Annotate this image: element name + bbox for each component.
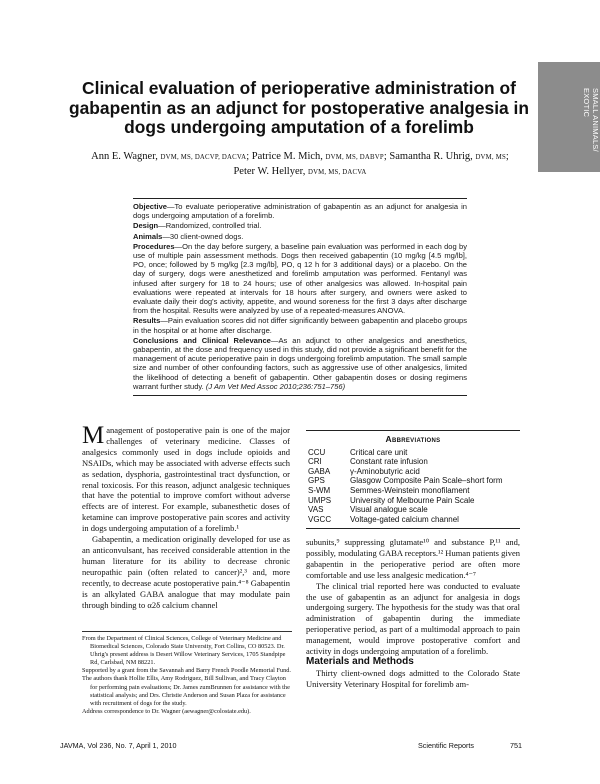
author-name: ; Peter W. Hellyer,: [233, 151, 509, 177]
abbreviation-row: VAS Visual analogue scale: [308, 505, 428, 515]
author-name: Ann E. Wagner,: [91, 151, 158, 162]
body-paragraph: The clinical trial reported here was conducted to evaluate the use of gabapentin as an adjunct for analgesia in dogs undergoing surgery. The hypothesis for the study was that oral administration of gabapentin during the immediate perioperative period, as part of a multimodal approach to pain management, would improve postoperative comfort and activity in dogs undergoing amputation of a forelimb.: [306, 580, 520, 657]
abbreviation-row: VGCC Voltage-gated calcium channel: [308, 514, 459, 524]
abstract-conclusions: Conclusions and Clinical Relevance—As an adjunct to other analgesics and anesthetics, gabapentin, at the dose and frequency used in this study, did not provide a significant benefit for the management of acute perioperative pain in dogs undergoing forelimb amputation. The small sample size and number of other confounding factors, such as aggressive use of other analgesics, limited the likelihood of detecting a benefit of gabapentin. Other gabapentin doses or dosing regimens warrant further study. (J Am Vet Med Assoc 2010;236:751–756): [133, 335, 467, 391]
journal-reference: JAVMA, Vol 236, No. 7, April 1, 2010: [60, 741, 177, 750]
author-credentials: DVM, MS, DABVP: [325, 154, 384, 161]
author-credentials: DVM, MS, DACVA: [307, 169, 367, 176]
author-name: ; Patrice M. Mich,: [246, 151, 323, 162]
affiliation-footnotes: [82, 631, 292, 716]
abstract: [133, 198, 467, 396]
footnote: The authors thank Hollie Ellis, Amy Rodriguez, Bill Sullivan, and Tracy Clayton for performing pain evaluations; Dr. James zumBrunnen for assistance with the statistical analysis; and Drs. Christie Anderson and Susan Plaza for assistance with recruitment of dogs for the study.: [82, 675, 290, 707]
abbreviation-row: CCU Critical care unit: [308, 447, 408, 457]
section-tab-label: SMALL ANIMALS/ EXOTIC: [582, 88, 600, 152]
drop-cap: M: [82, 422, 105, 449]
abstract-objective: Objective—To evaluate perioperative administration of gabapentin as an adjunct for analgesia in dogs undergoing amputation of a forelimb.: [133, 202, 467, 221]
abstract-divider: [133, 395, 467, 396]
footnote: From the Department of Clinical Sciences, College of Veterinary Medicine and Biomedical Sciences, Colorado State University, Fort Collins, CO 80523. Dr. Uhrig's present address is Desert Willow Veterinary Services, 1705 Standpipe Rd, Carlsbad, NM 88221.: [82, 635, 286, 667]
article-title: Clinical evaluation of perioperative administration of gabapentin as an adjunct for postoperative analgesia in dogs undergoing amputation of a forelimb: [69, 78, 529, 137]
footnote: Address correspondence to Dr. Wagner (aewagner@colostate.edu).: [82, 707, 251, 715]
author-name: ; Samantha R. Uhrig,: [383, 151, 473, 162]
abbreviation-row: GPS Glasgow Composite Pain Scale–short form: [308, 476, 503, 486]
abbreviation-row: S-WM Semmes-Weinstein monofilament: [308, 485, 470, 495]
abbreviations-box: [306, 430, 520, 529]
abbreviation-row: GABA γ-Aminobutyric acid: [308, 466, 420, 476]
body-column-right: [306, 537, 520, 690]
author-credentials: DVM, MS: [475, 154, 506, 161]
body-column-left: [82, 422, 290, 610]
abbreviation-row: UMPS University of Melbourne Pain Scale: [308, 495, 475, 505]
body-paragraph: Thirty client-owned dogs admitted to the Colorado State University Veterinary Hospital for forelimb am-: [306, 667, 520, 689]
abbreviations-heading: Abbreviations: [385, 434, 441, 444]
footnote: Supported by a grant from the Savannah and Barry French Poodle Memorial Fund.: [82, 667, 291, 675]
abstract-design: Design—Randomized, controlled trial.: [133, 221, 262, 231]
section-tab: [538, 62, 600, 172]
body-paragraph: Management of postoperative pain is one of the major challenges of veterinary medicine. Classes of analgesics commonly used in dogs include opioids and NSAIDs, which may be associated with adverse effects such as sedation, dysphoria, gastrointestinal tract dysfunction, or renal toxicosis. For this reason, adjunct analgesic techniques that have the potential to improve comfort without adverse effects are of interest. For example, subanesthetic doses of ketamine can improve postoperative pain scores and activity in dogs undergoing amputation of a forelimb.¹: [82, 422, 290, 534]
author-credentials: DVM, MS, DACVP, DACVA: [160, 154, 247, 161]
section-heading: Materials and Methods: [306, 655, 414, 667]
abstract-procedures: Procedures—On the day before surgery, a baseline pain evaluation was performed in each dog by use of multiple pain assessment methods. Dogs then received gabapentin (10 mg/kg [4.5 mg/lb], PO, once; followed by 5 mg/kg [2.3 mg/lb], PO, q 12 h for 3 additional days) or a placebo. On the day of surgery, dogs were anesthetized and forelimb amputation was performed. Fentanyl was infused after surgery for 18 to 24 hours; use of other analgesics was allowed. In-hospital pain evaluations were repeated at intervals for 18 hours after surgery, and owners were asked to evaluate daily their dog's activity, appetite, and wound soreness for the first 3 days after discharge from the hospital. Results were analyzed by use of a repeated-measures ANOVA.: [133, 241, 467, 316]
page-number: 751: [510, 741, 522, 750]
journal-citation: (J Am Vet Med Assoc 2010;236:751–756): [205, 381, 346, 391]
abbreviation-row: CRI Constant rate infusion: [308, 457, 428, 467]
abstract-results: Results—Pain evaluation scores did not differ significantly between gabapentin and placebo groups in the hospital or at home after discharge.: [133, 316, 467, 335]
section-name: Scientific Reports: [418, 741, 474, 750]
body-paragraph: subunits,⁹ suppressing glutamate¹⁰ and substance P,¹¹ and, possibly, modulating GABA receptors.¹² Human patients given gabapentin in the perioperative period are often more comfortable and use less analgesic medication.⁴⁻⁷: [306, 537, 520, 580]
author-list: [80, 150, 520, 180]
abstract-animals: Animals—30 client-owned dogs.: [133, 231, 244, 241]
body-paragraph: Gabapentin, a medication originally developed for use as an anticonvulsant, has received considerable attention in the human literature for its ability to decrease chronic neuropathic pain (often related to cancer)²,³ and, more recently, to decrease acute postoperative pain.⁴⁻⁸ Gabapentin is an alkylated GABA analogue that may modulate pain through binding to α2δ calcium channel: [82, 534, 290, 610]
